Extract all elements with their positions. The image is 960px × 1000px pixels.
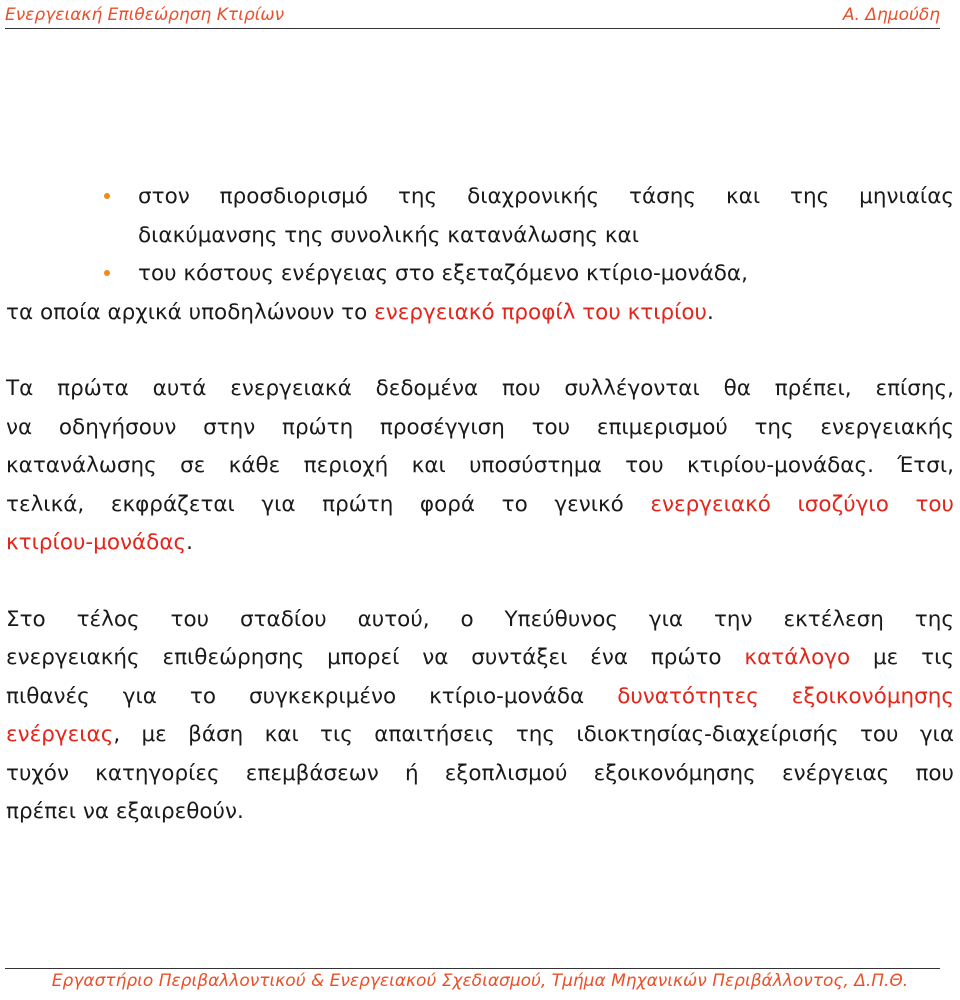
document-body <box>6 178 954 832</box>
bullet-item-1-line-2: διακύμανσης της συνολικής κατανάλωσης και <box>138 222 639 248</box>
highlight-catalogue: κατάλογο <box>744 645 851 670</box>
header-author: Α. Δημούδη <box>842 5 940 25</box>
bullet-icon <box>104 270 110 276</box>
paragraph-energy-balance: Τα πρώτα αυτά ενεργειακά δεδομένα που συλλέγονται θα πρέπει, επίσης, να οδηγήσουν στην πρώτη προσέγγιση του επιμερισμού της ενεργειακής κατανάλωσης σε κάθε περιοχή και υποσύστημα του κτιρίου-μονάδας. Έτσι, τελικά, εκφράζεται για πρώτη φορά το γενικό ενεργειακό ισοζύγιο του κτιρίου-μονάδας. <box>6 376 954 555</box>
bullet-item-1-line-1: στον προσδιορισμό της διαχρονικής τάσης και της μηνιαίας <box>6 178 954 217</box>
page-footer: Εργαστήριο Περιβαλλοντικού & Ενεργειακού Σχεδιασμού, Τμήμα Μηχανικών Περιβάλλοντος, Δ.Π.Θ. <box>51 971 909 991</box>
bullet-item-2: του κόστους ενέργειας στο εξεταζόμενο κτίριο-μονάδα, <box>6 255 954 294</box>
bullet-icon <box>104 193 110 199</box>
footer-divider <box>5 968 940 969</box>
highlight-energy-profile: ενεργειακό προφίλ του κτιρίου <box>374 299 708 325</box>
paragraph-savings-list: Στο τέλος του σταδίου αυτού, ο Υπεύθυνος για την εκτέλεση της ενεργειακής επιθεώρησης μπορεί να συντάξει ένα πρώτο κατάλογο με τις πιθανές για το συγκεκριμένο κτίριο-μονάδα δυνατότητες εξοικονόμησης ενέργειας, με βάση και τις απαιτήσεις της ιδιοκτησίας-διαχείρισής του για τυχόν κατηγορίες επεμβάσεων ή εξοπλισμού εξοικονόμησης ενέργειας που πρέπει να εξαιρεθούν. <box>6 606 955 824</box>
page-header <box>0 0 960 30</box>
highlight-savings-opportunities: δυνατότητες εξοικονόμησης <box>617 683 955 709</box>
bullets-conclusion: τα οποία αρχικά υποδηλώνουν το ενεργειακό προφίλ του κτιρίου. <box>6 299 714 325</box>
header-title: Ενεργειακή Επιθεώρηση Κτιρίων <box>5 5 285 25</box>
highlight-energy-balance: ενεργειακό ισοζύγιο του <box>650 491 954 517</box>
header-divider <box>5 28 940 29</box>
